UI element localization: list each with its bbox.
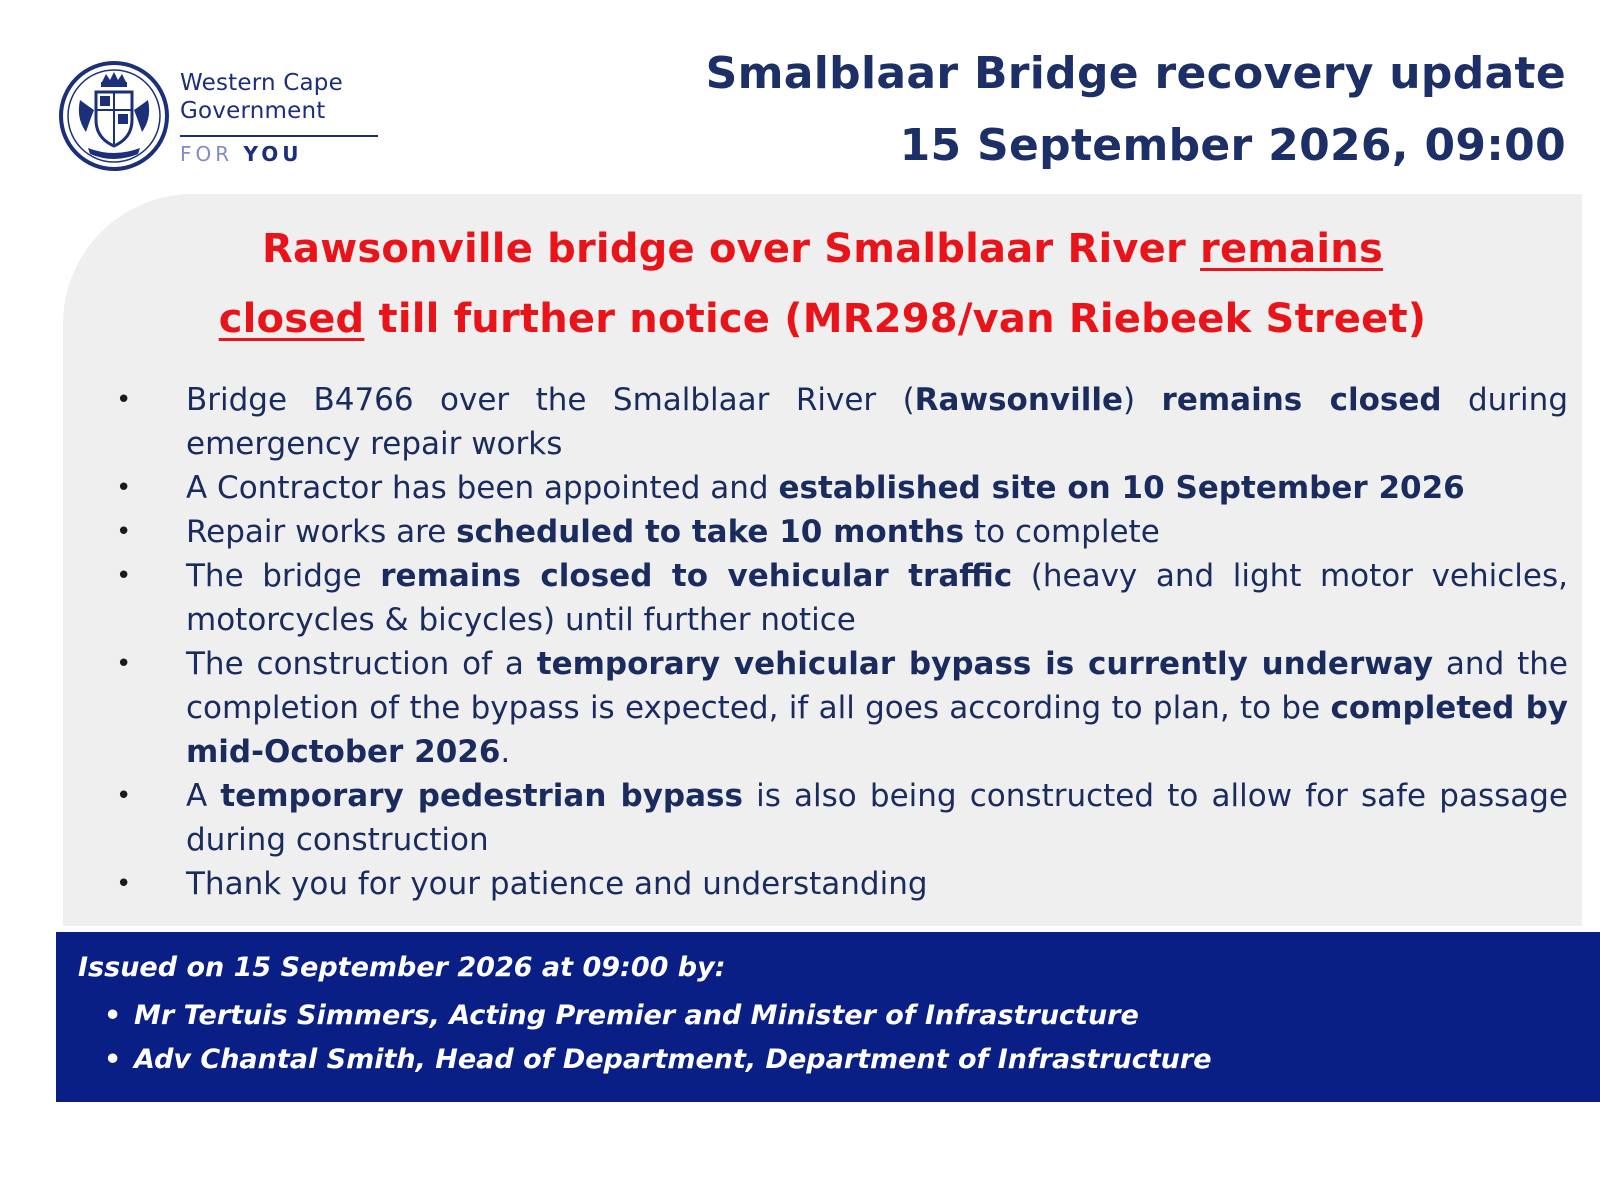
page-title [706,38,1566,182]
title-text: Smalblaar Bridge recovery update [705,48,1566,99]
bullet-text: during emergency repair works [186,382,1568,462]
coat-of-arms-icon [58,60,170,172]
update-bullet-list [108,378,1568,906]
logo-text-government: Government [180,98,326,124]
logo-tagline [180,142,303,166]
logo-text-western-cape: Western Cape [180,70,343,96]
headline-part1: Rawsonville bridge over Smalblaar River [262,226,1201,272]
issuer-item: • Adv Chantal Smith, Head of Department, Department of Infrastructure [104,1038,1212,1082]
bullet-bold-text: remains closed to vehicular traffic [380,558,1013,594]
issuer-list [104,994,1212,1082]
logo-divider [180,135,378,137]
bullet-text: and the completion of the bypass is expected, if all goes according to plan, to be [186,646,1568,726]
bullet-item [108,466,1568,510]
bullet-text: Repair works are [186,514,457,550]
bullet-item [108,510,1568,554]
logo-tag-you: YOU [243,142,303,166]
title-datetime: 15 September 2026, 09:00 [899,120,1566,171]
bullet-text: ) [1123,382,1162,418]
bullet-text: The bridge [186,558,381,594]
bullet-text: . [500,734,511,770]
bullet-bold-text: established site on 10 September 2026 [778,470,1465,506]
logo-tag-for: FOR [180,142,234,166]
bullet-text: Bridge B4766 over the Smalblaar River ( [186,382,915,418]
bullet-text: A Contractor has been appointed and [186,470,779,506]
issuer-item: • Mr Tertuis Simmers, Acting Premier and Minister of Infrastructure [104,994,1212,1038]
bullet-text: (heavy and light motor vehicles, motorcycles & bicycles) until further notice [186,558,1568,638]
bullet-item [108,642,1568,774]
bullet-text: is also being constructed to allow for safe passage during construction [186,778,1569,858]
bullet-bold-text: remains closed [1161,382,1442,418]
bullet-item [108,378,1568,466]
bullet-text: to complete [964,514,1160,550]
bullet-bold-text: scheduled to take 10 months [456,514,965,550]
bullet-text: The construction of a [186,646,537,682]
bullet-bold-text: temporary pedestrian bypass [220,778,743,814]
bullet-item [108,774,1568,862]
bullet-text: Thank you for your patience and understanding [186,866,928,902]
bullet-text: A [186,778,221,814]
bullet-item [108,554,1568,642]
bullet-item [108,862,1568,906]
headline-remains: remains [1200,226,1383,272]
western-cape-government-logo [58,58,398,176]
headline-part4: till further notice (MR298/van Riebeek Street) [364,296,1427,342]
issued-by-footer [56,932,1600,1102]
bullet-bold-text: temporary vehicular bypass is currently underway [536,646,1434,682]
bullet-bold-text: completed by mid-October 2026 [186,690,1568,770]
closure-headline [63,214,1582,354]
issued-statement: Issued on 15 September 2026 at 09:00 by: [78,952,726,983]
headline-closed: closed [218,296,365,342]
bullet-bold-text: Rawsonville [914,382,1124,418]
